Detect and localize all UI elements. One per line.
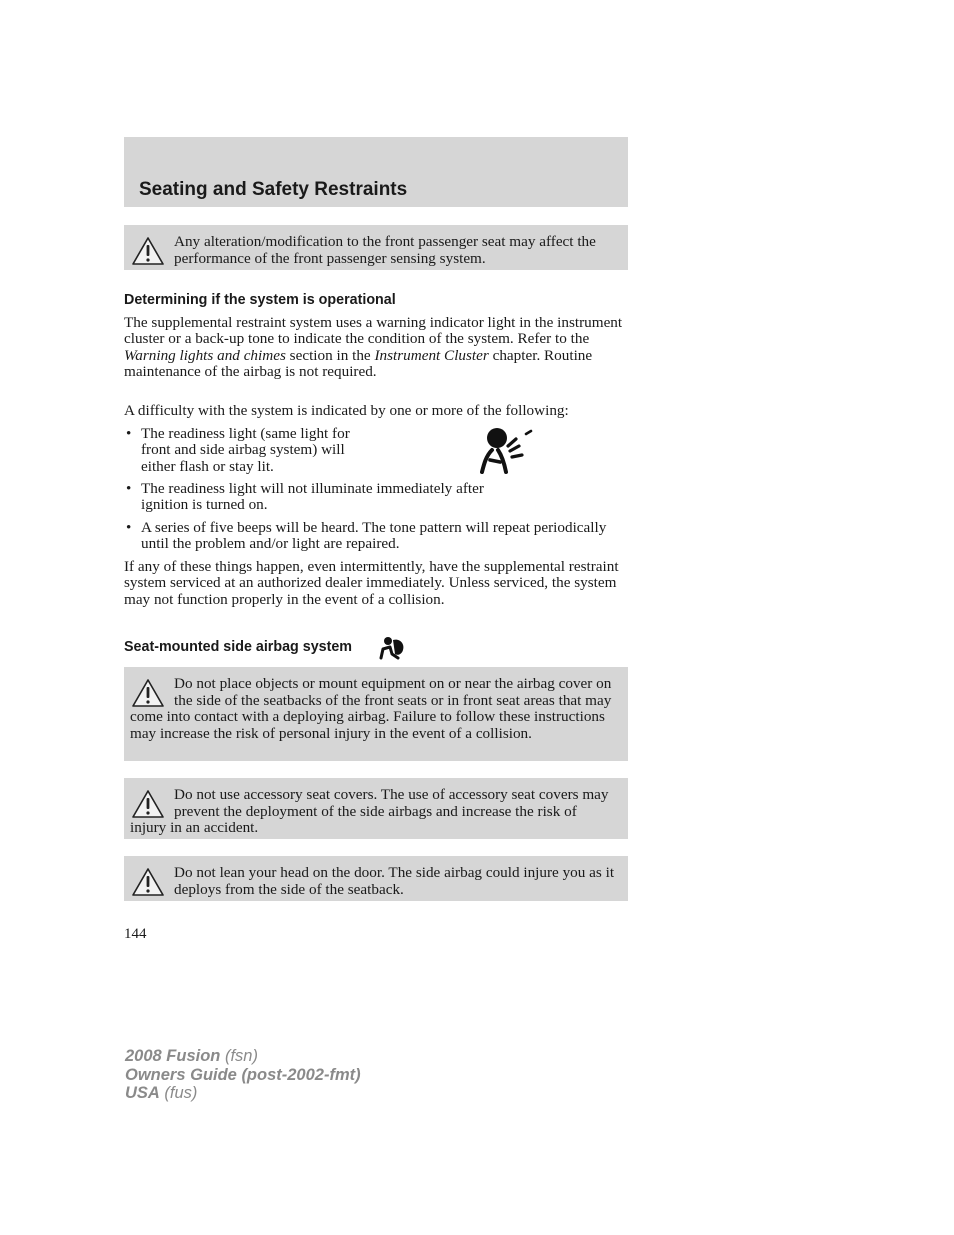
text-run: chapter. Routine maintenance of the airbag is not required. bbox=[124, 346, 593, 381]
bullet-dot: • bbox=[126, 519, 132, 536]
warning-box-passenger-seat bbox=[124, 225, 628, 270]
warning-triangle-icon bbox=[131, 867, 165, 897]
list-item bbox=[124, 426, 373, 475]
footer-market-code: (fus) bbox=[159, 1084, 198, 1102]
page-number: 144 bbox=[124, 926, 147, 942]
side-airbag-icon bbox=[378, 636, 406, 660]
section-header bbox=[124, 137, 628, 207]
warning-text: Do not lean your head on the door. The side airbag could injure you as it deploys from the side of the seatback. bbox=[174, 864, 615, 898]
list-item bbox=[124, 481, 501, 514]
footer-model-code: (fsn) bbox=[220, 1047, 258, 1065]
airbag-readiness-icon bbox=[478, 426, 536, 476]
subheading-system-operational: Determining if the system is operational bbox=[124, 292, 396, 308]
warning-triangle-icon bbox=[131, 236, 165, 266]
warning-text: Any alteration/modification to the front passenger seat may affect the performance of the front passenger sensing system. bbox=[174, 233, 596, 267]
reference-instrument-cluster: Instrument Cluster bbox=[374, 346, 489, 364]
list-item-text: The readiness light (same light for front and side airbag system) will either flash or stay lit. bbox=[141, 425, 350, 475]
text-run: section in the bbox=[285, 346, 375, 364]
text-run: The supplemental restraint system uses a warning indicator light in the instrument cluster or a back-up tone to indicate the condition of the system. Refer to the bbox=[124, 314, 623, 348]
warning-box-head-door bbox=[124, 856, 628, 901]
paragraph-service: If any of these things happen, even intermittently, have the supplemental restraint system serviced at an authorized dealer immediately. Unless serviced, the system may not function properly in the event of a collision. bbox=[124, 558, 619, 608]
warning-text: Do not place objects or mount equipment on or near the airbag cover on the side of the seatbacks of the front seats or in front seat areas that may come into contact with a deploying airbag. Failure to follow these instructions may increase the risk of personal injury in the event of a collision. bbox=[130, 675, 612, 742]
list-item-text: A series of five beeps will be heard. The tone pattern will repeat periodically until the problem and/or light are repaired. bbox=[141, 519, 607, 553]
subheading-side-airbag: Seat-mounted side airbag system bbox=[124, 639, 353, 655]
bullet-dot: • bbox=[126, 480, 132, 497]
warning-triangle-icon bbox=[131, 678, 165, 708]
footer-model: 2008 Fusion bbox=[125, 1047, 221, 1065]
footer-market: USA bbox=[125, 1084, 160, 1102]
warning-triangle-icon bbox=[131, 789, 165, 819]
footer-line: Owners Guide (post-2002-fmt) bbox=[125, 1065, 361, 1084]
paragraph-indicator bbox=[124, 315, 630, 381]
bullet-dot: • bbox=[126, 425, 132, 442]
warning-box-airbag-cover bbox=[124, 667, 628, 761]
warning-text: Do not use accessory seat covers. The use of accessory seat covers may prevent the deployment of the side airbags and increase the risk of injury in an accident. bbox=[130, 786, 609, 837]
section-title: Seating and Safety Restraints bbox=[139, 179, 408, 200]
paragraph-difficulty: A difficulty with the system is indicated by one or more of the following: bbox=[124, 402, 569, 419]
list-item bbox=[124, 520, 611, 553]
reference-warning-lights: Warning lights and chimes bbox=[124, 346, 286, 364]
document-footer bbox=[125, 1047, 361, 1103]
footer-line bbox=[125, 1084, 361, 1103]
footer-line bbox=[125, 1047, 361, 1066]
list-item-text: The readiness light will not illuminate immediately after ignition is turned on. bbox=[141, 480, 484, 514]
warning-box-seat-covers bbox=[124, 778, 628, 839]
